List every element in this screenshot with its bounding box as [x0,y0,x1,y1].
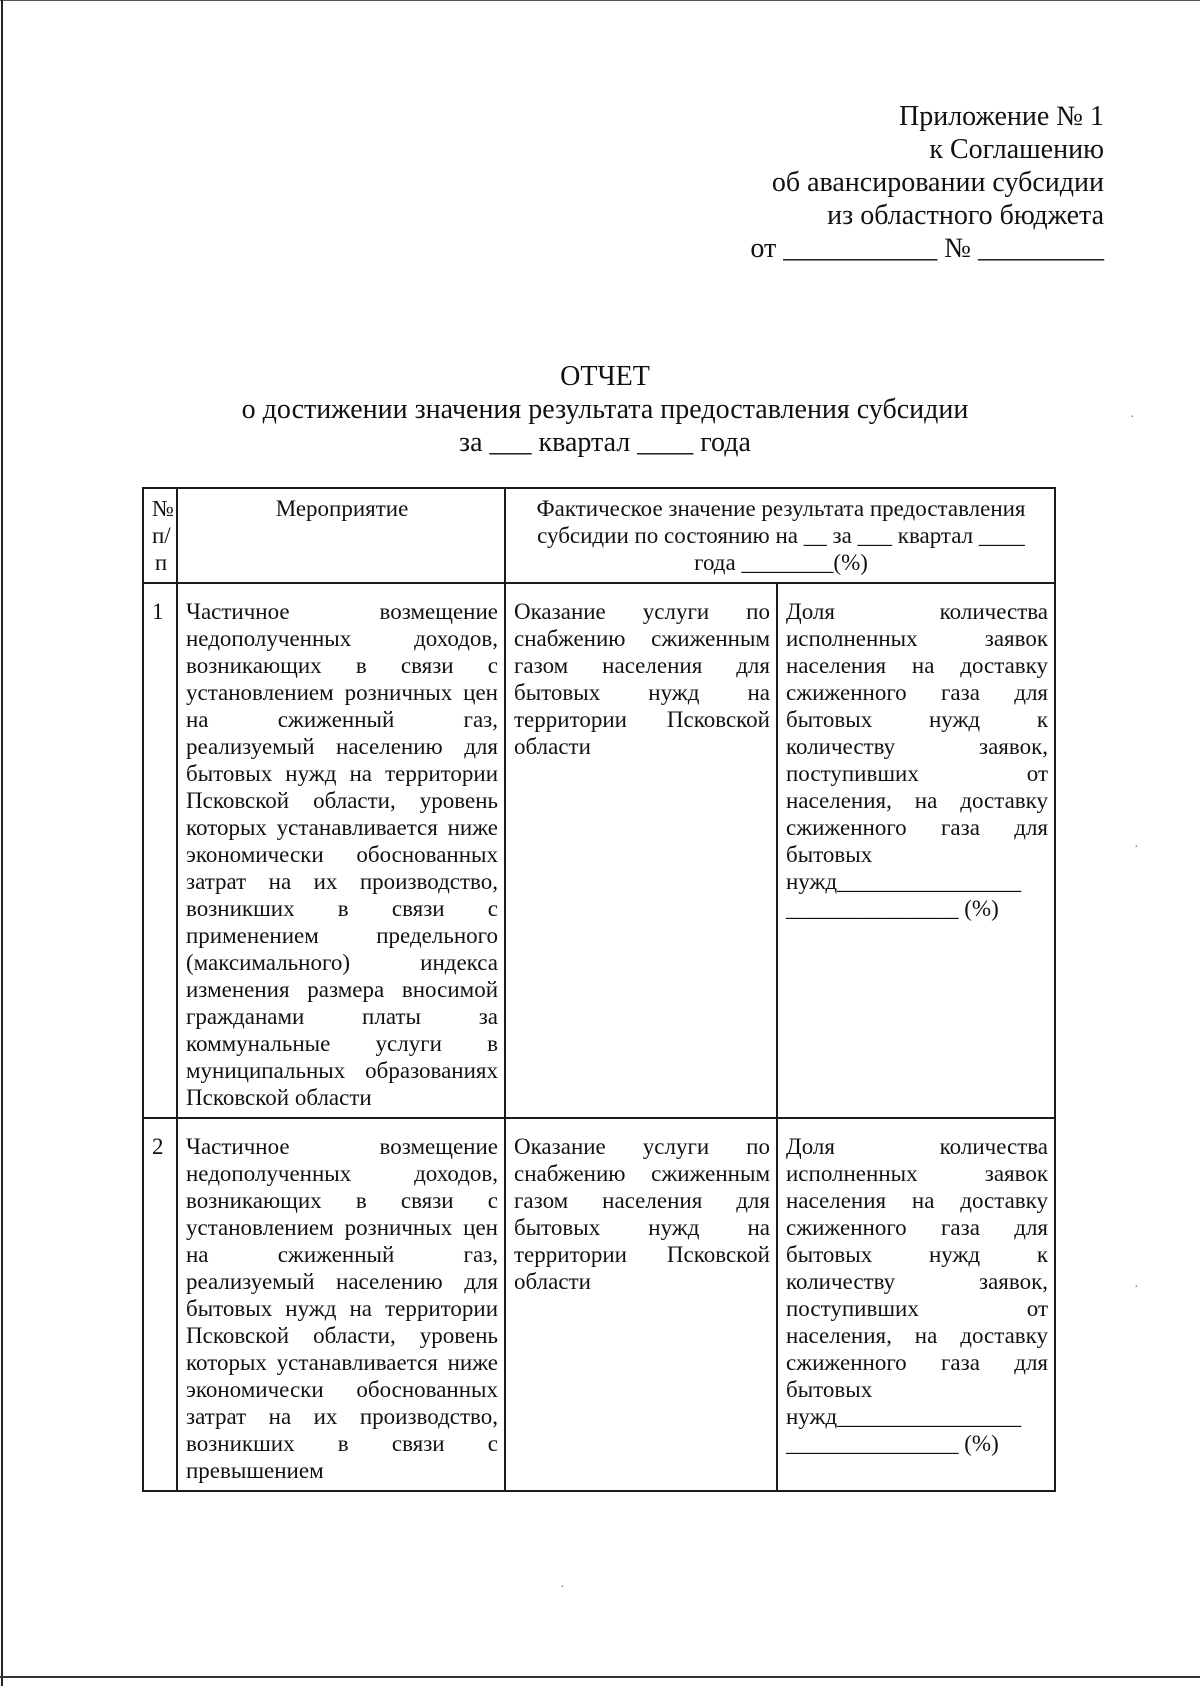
scan-speck: · [560,1580,565,1595]
report-period: за ___ квартал ____ года [459,427,751,458]
header-number: № п/п [143,488,177,583]
appendix-to-agreement: к Соглашению [929,134,1104,165]
table-row [143,583,1055,1118]
appendix-date-number: от ___________ № _________ [750,233,1104,264]
row-indicator-cell [777,583,1055,1118]
header-event: Мероприятие [177,488,505,583]
scan-edge-top [0,0,1200,1]
appendix-agreement-subject: об авансировании субсидии [771,167,1104,198]
scan-speck: · [1134,840,1139,855]
scan-speck: · [1134,1280,1139,1295]
row-indicator-cell [777,1118,1055,1491]
row-indicator: Доля количества исполненных заявок населения на доставку сжиженного газа для бытовых нужд к количеству заявок, поступивших от населения, на доставку сжиженного газа для бытовых нужд________________ [786,1134,1049,1429]
row-service: Оказание услуги по снабжению сжиженным газом населения для бытовых нужд на территории Псковской области [505,1118,777,1491]
row-indicator: Доля количества исполненных заявок населения на доставку сжиженного газа для бытовых нужд к количеству заявок, поступивших от населения, на доставку сжиженного газа для бытовых нужд________________ [786,599,1049,894]
scan-speck: · [1130,410,1135,425]
table-row [143,1118,1055,1491]
row-indicator-percent: _______________ (%) [786,1431,999,1456]
row-service: Оказание услуги по снабжению сжиженным газом населения для бытовых нужд на территории Псковской области [505,583,777,1118]
row-indicator-percent: _______________ (%) [786,896,999,921]
report-title: ОТЧЕТ [560,361,650,392]
report-table [142,487,1056,1492]
scan-edge-left [1,0,3,1686]
row-number: 1 [143,583,177,1118]
scan-edge-bottom [0,1676,1200,1678]
report-title-block [150,360,1060,459]
appendix-number: Приложение № 1 [899,101,1104,132]
row-number: 2 [143,1118,177,1491]
table-header-row [143,488,1055,583]
row-event: Частичное возмещение недополученных доходов, возникающих в связи с установлением розничных цен на сжиженный газ, реализуемый населению для бытовых нужд на территории Псковской области, уровень которых устанавливается ниже экономически обоснованных затрат на их производство, возникших в связи с применением предельного (максимального) индекса изменения размера вносимой гражданами платы за коммунальные услуги в муниципальных образованиях Псковской области [177,583,505,1118]
row-event: Частичное возмещение недополученных доходов, возникающих в связи с установлением розничных цен на сжиженный газ, реализуемый населению для бытовых нужд на территории Псковской области, уровень которых устанавливается ниже экономически обоснованных затрат на их производство, возникших в связи с превышением [177,1118,505,1491]
report-subtitle: о достижении значения результата предоставления субсидии [241,394,969,425]
header-actual-value: Фактическое значение результата предоставления субсидии по состоянию на __ за ___ квартал ____ года ________(%) [505,488,1055,583]
appendix-header [644,100,1104,265]
appendix-budget: из областного бюджета [827,200,1104,231]
